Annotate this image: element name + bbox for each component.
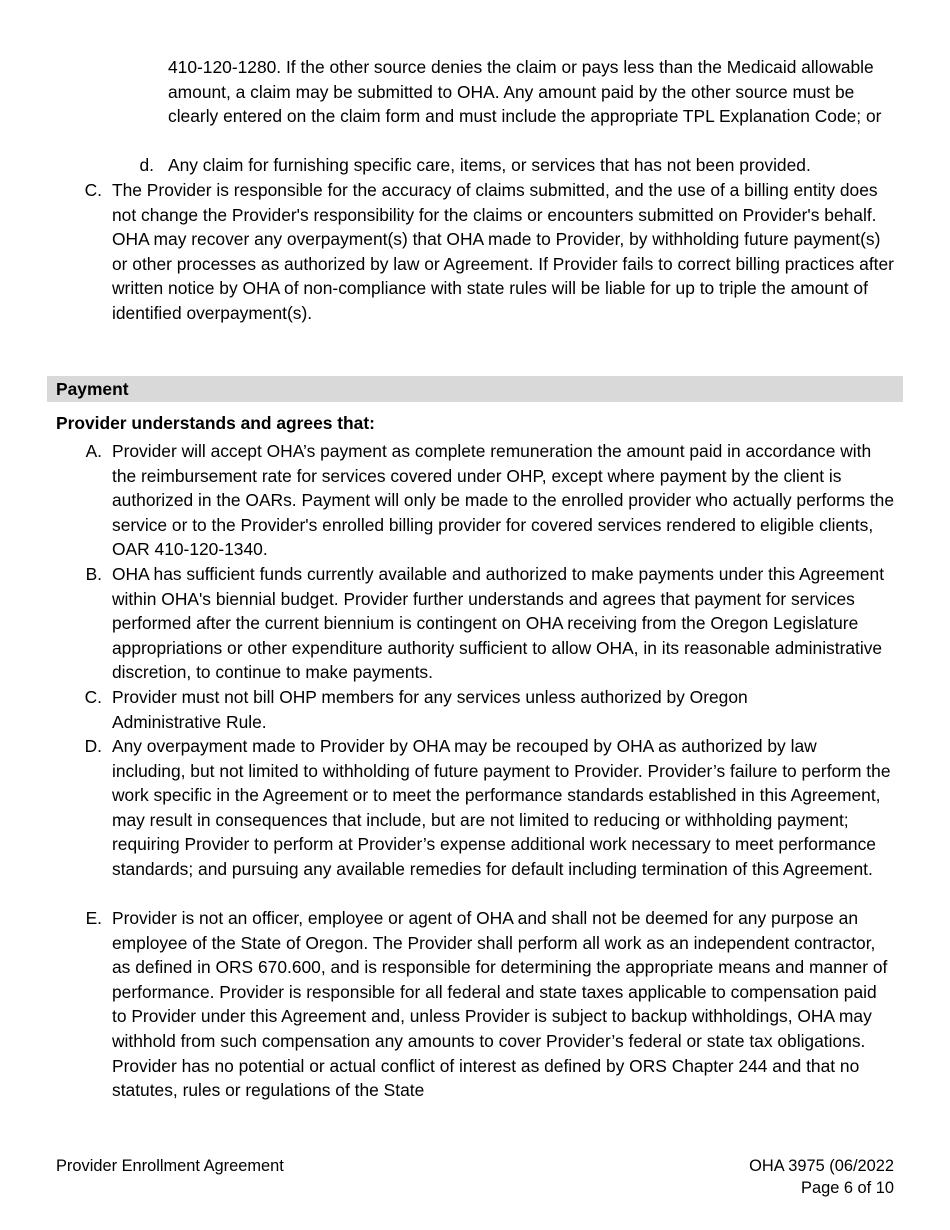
list-marker: E. bbox=[85, 908, 102, 928]
footer-form-number: OHA 3975 (06/2022 bbox=[749, 1157, 894, 1175]
list-item-text: Provider must not bill OHP members for any services unless authorized by Oregon Administrative Rule. bbox=[112, 687, 748, 732]
section-heading: Payment bbox=[56, 379, 129, 399]
list-marker: C. bbox=[84, 180, 102, 200]
list-item-text: The Provider is responsible for the accuracy of claims submitted, and the use of a billing entity does not change the Provider's responsibility for the claims or encounters submitted on Provider's behalf. OHA may recover any overpayment(s) that OHA made to Provider, by withholding future payment(s) or other processes as authorized by law or Agreement. If Provider fails to correct billing practices after written notice by OHA of non-compliance with state rules will be liable for up to triple the amount of identified overpayment(s). bbox=[112, 180, 894, 323]
payment-intro: Provider understands and agrees that: bbox=[56, 413, 375, 433]
list-marker: C. bbox=[84, 687, 102, 707]
payment-item-d bbox=[80, 734, 894, 882]
footer-document-title: Provider Enrollment Agreement bbox=[56, 1157, 284, 1175]
list-item-text: Provider will accept OHA’s payment as complete remuneration the amount paid in accordance with the reimbursement rate for services covered under OHP, except where payment by the client is authorized in the OARs. Payment will only be made to the enrolled provider who actually performs the service or to the Provider's enrolled billing provider for covered services rendered to eligible clients, OAR 410-120-1340. bbox=[112, 441, 895, 560]
list-item-text: Any overpayment made to Provider by OHA may be recouped by OHA as authorized by law including, but not limited to withholding of future payment to Provider. Provider’s failure to perform the work specific in the Agreement or to meet the performance standards established in this Agreement, may result in consequences that include, but are not limited to reducing or withholding payment; requiring Provider to perform at Provider’s expense additional work necessary to meet performance standards; and pursuing any available remedies for default including termination of this Agreement. bbox=[112, 736, 891, 879]
footer-page-number: Page 6 of 10 bbox=[801, 1179, 894, 1197]
payment-item-a bbox=[80, 439, 894, 562]
list-marker: A. bbox=[85, 441, 102, 461]
list-item-text: Provider is not an officer, employee or agent of OHA and shall not be deemed for any purpose an employee of the State of Oregon. The Provider shall perform all work as an independent contractor, as defined in ORS 670.600, and is responsible for determining the appropriate means and manner of performance. Provider is responsible for all federal and state taxes applicable to compensation paid to Provider under this Agreement and, unless Provider is subject to backup withholdings, OHA may withhold from such compensation any amounts to cover Provider’s federal or state tax obligations. Provider has no potential or actual conflict of interest as defined by ORS Chapter 244 and that no statutes, rules or regulations of the State bbox=[112, 908, 888, 1101]
list-item-text: OHA has sufficient funds currently available and authorized to make payments under this Agreement within OHA's biennial budget. Provider further understands and agrees that payment for services performed after the current biennium is contingent on OHA receiving from the Oregon Legislature appropriations or other expenditure authority sufficient to allow OHA, in its reasonable administrative discretion, to continue to make payments. bbox=[112, 564, 885, 683]
payment-item-e bbox=[80, 906, 894, 1103]
list-marker: B. bbox=[85, 564, 102, 584]
footer-form-info bbox=[749, 1155, 894, 1199]
continued-paragraph: 410-120-1280. If the other source denies the claim or pays less than the Medicaid allowable amount, a claim may be submitted to OHA. Any amount paid by the other source must be clearly entered on the claim form and must include the appropriate TPL Explanation Code; or bbox=[168, 57, 882, 127]
list-marker: D. bbox=[84, 736, 102, 756]
claims-item-c bbox=[80, 178, 894, 326]
list-item-text: Any claim for furnishing specific care, items, or services that has not been provided. bbox=[168, 155, 811, 175]
sublist-item-d bbox=[128, 153, 908, 178]
payment-section-header bbox=[47, 376, 903, 402]
payment-item-b bbox=[80, 562, 894, 685]
payment-item-c bbox=[80, 685, 812, 734]
list-marker: d. bbox=[139, 155, 154, 175]
